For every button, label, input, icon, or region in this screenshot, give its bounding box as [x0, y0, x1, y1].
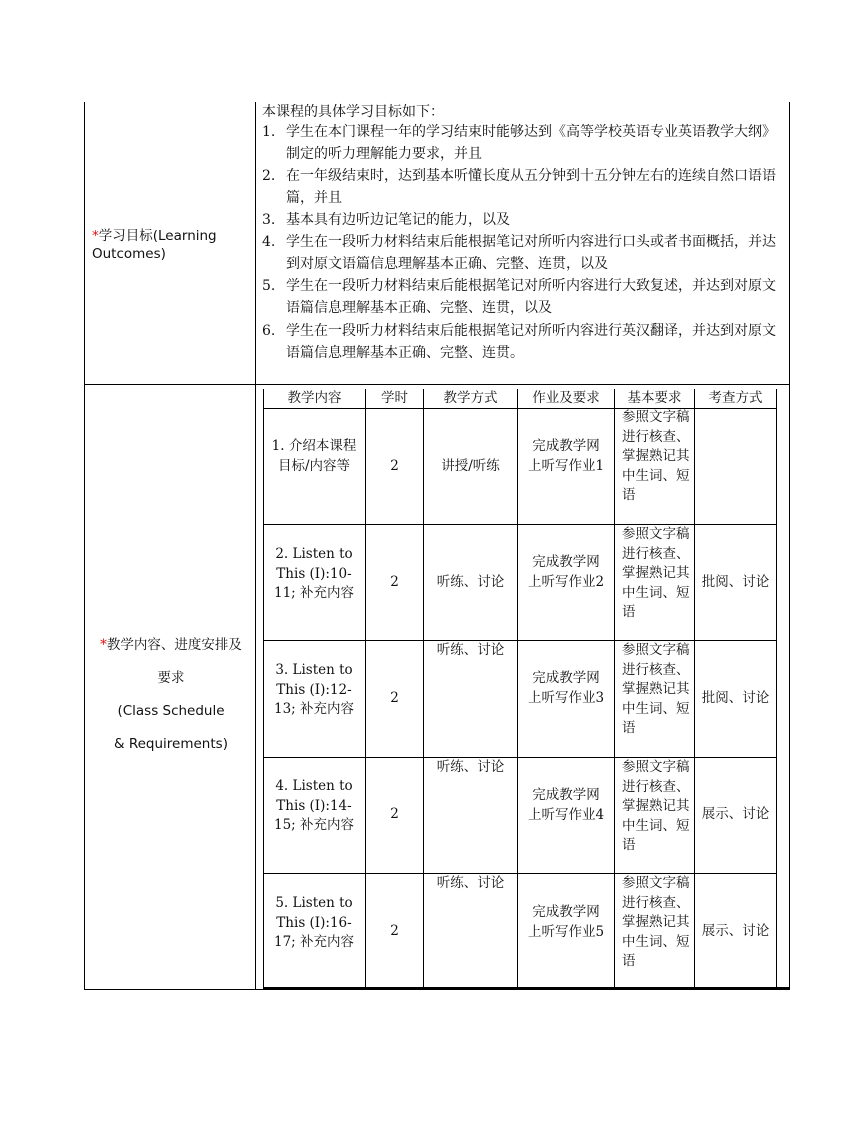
- column-header: 基本要求: [627, 390, 682, 406]
- table-cell-requirement: 参照文字稿进行核查、掌握熟记其中生词、短语: [622, 526, 690, 620]
- inner-column-divider: [517, 389, 518, 987]
- table-cell-hours: 2: [390, 458, 399, 474]
- table-cell-method: 讲授/听练: [441, 458, 500, 474]
- schedule-label-line: 教学内容、进度安排及: [106, 637, 242, 653]
- table-cell-hours: 2: [390, 574, 399, 590]
- schedule-label-line: (Class Schedule: [117, 703, 225, 719]
- table-cell-content: 1. 介绍本课程目标/内容等: [271, 438, 357, 474]
- table-cell-method: 听练、讨论: [436, 574, 505, 590]
- table-cell-method: 听练、讨论: [436, 759, 505, 775]
- table-cell-assessment: 展示、讨论: [701, 806, 770, 822]
- inner-column-divider: [776, 389, 777, 987]
- inner-row-divider: [263, 640, 777, 641]
- schedule-label-line: 要求: [157, 670, 185, 686]
- outer-right-border: [789, 102, 790, 990]
- table-cell-method: 听练、讨论: [436, 642, 505, 658]
- table-cell-content: 3. Listen to This (I):12-13; 补充内容: [273, 662, 355, 717]
- learning-outcomes-label: [92, 227, 252, 263]
- table-cell-content: 4. Listen to This (I):14-15; 补充内容: [273, 778, 355, 833]
- objective-number: 5.: [262, 278, 276, 294]
- column-header: 考查方式: [708, 390, 763, 406]
- inner-column-divider: [365, 389, 366, 987]
- table-cell-homework: 完成教学网上听写作业3: [527, 670, 605, 706]
- table-cell-method: 听练、讨论: [436, 875, 505, 891]
- table-cell-homework: 完成教学网上听写作业1: [527, 438, 605, 474]
- outer-left-border: [84, 102, 85, 990]
- column-header: 作业及要求: [532, 390, 600, 406]
- table-cell-requirement: 参照文字稿进行核查、掌握熟记其中生词、短语: [622, 409, 690, 503]
- objective-number: 4.: [262, 234, 276, 250]
- table-cell-content: 2. Listen to This (I):10-11; 补充内容: [273, 546, 355, 601]
- table-cell-requirement: 参照文字稿进行核查、掌握熟记其中生词、短语: [622, 759, 690, 853]
- objective-text: 学生在本门课程一年的学习结束时能够达到《高等学校英语专业英语教学大纲》制定的听力理解能力要求，并且: [286, 124, 776, 162]
- objective-number: 3.: [262, 212, 276, 228]
- table-cell-hours: 2: [390, 690, 399, 706]
- column-header: 教学方式: [443, 390, 498, 406]
- objective-number: 1.: [262, 124, 276, 140]
- objective-text: 学生在一段听力材料结束后能根据笔记对所听内容进行口头或者书面概括，并达到对原文语篇信息理解基本正确、完整、连贯，以及: [286, 234, 776, 272]
- inner-column-divider: [694, 389, 695, 987]
- objective-text: 学生在一段听力材料结束后能根据笔记对所听内容进行英汉翻译，并达到对原文语篇信息理解基本正确、完整、连贯。: [286, 323, 776, 361]
- table-cell-requirement: 参照文字稿进行核查、掌握熟记其中生词、短语: [622, 875, 690, 969]
- inner-row-divider: [263, 757, 777, 758]
- table-cell-hours: 2: [390, 923, 399, 939]
- table-cell-assessment: 批阅、讨论: [701, 690, 770, 706]
- inner-bottom-border: [263, 987, 789, 989]
- label-column-divider: [255, 102, 256, 990]
- inner-column-divider: [263, 389, 264, 987]
- column-header: 教学内容: [287, 390, 342, 406]
- table-cell-hours: 2: [390, 806, 399, 822]
- schedule-label-line: & Requirements): [114, 736, 228, 752]
- table-cell-assessment: 批阅、讨论: [701, 574, 770, 590]
- objective-text: 在一年级结束时，达到基本听懂长度从五分钟到十五分钟左右的连续自然口语语篇，并且: [286, 168, 776, 206]
- objective-number: 2.: [262, 168, 276, 184]
- inner-row-divider: [263, 524, 777, 525]
- required-asterisk: *: [100, 637, 107, 653]
- table-cell-assessment: 展示、讨论: [701, 923, 770, 939]
- column-header: 学时: [381, 390, 408, 406]
- learning-outcomes-intro: 本课程的具体学习目标如下：: [262, 104, 444, 120]
- objective-number: 6.: [262, 323, 276, 339]
- table-cell-requirement: 参照文字稿进行核查、掌握熟记其中生词、短语: [622, 642, 690, 736]
- inner-column-divider: [614, 389, 615, 987]
- objective-text: 基本具有边听边记笔记的能力，以及: [286, 212, 510, 228]
- table-cell-content: 5. Listen to This (I):16-17; 补充内容: [273, 895, 355, 950]
- objective-text: 学生在一段听力材料结束后能根据笔记对所听内容进行大致复述，并达到对原文语篇信息理解基本正确、完整、连贯，以及: [286, 278, 776, 316]
- row-divider: [84, 384, 790, 385]
- required-asterisk: *: [92, 228, 99, 244]
- table-cell-homework: 完成教学网上听写作业2: [527, 554, 605, 590]
- class-schedule-label: [88, 635, 254, 767]
- inner-column-divider: [423, 389, 424, 987]
- outer-bottom-border: [84, 989, 790, 990]
- inner-row-divider: [263, 873, 777, 874]
- learning-outcomes-label-text: 学习目标(Learning Outcomes): [92, 228, 217, 262]
- table-cell-homework: 完成教学网上听写作业4: [527, 787, 605, 823]
- table-cell-homework: 完成教学网上听写作业5: [527, 904, 605, 940]
